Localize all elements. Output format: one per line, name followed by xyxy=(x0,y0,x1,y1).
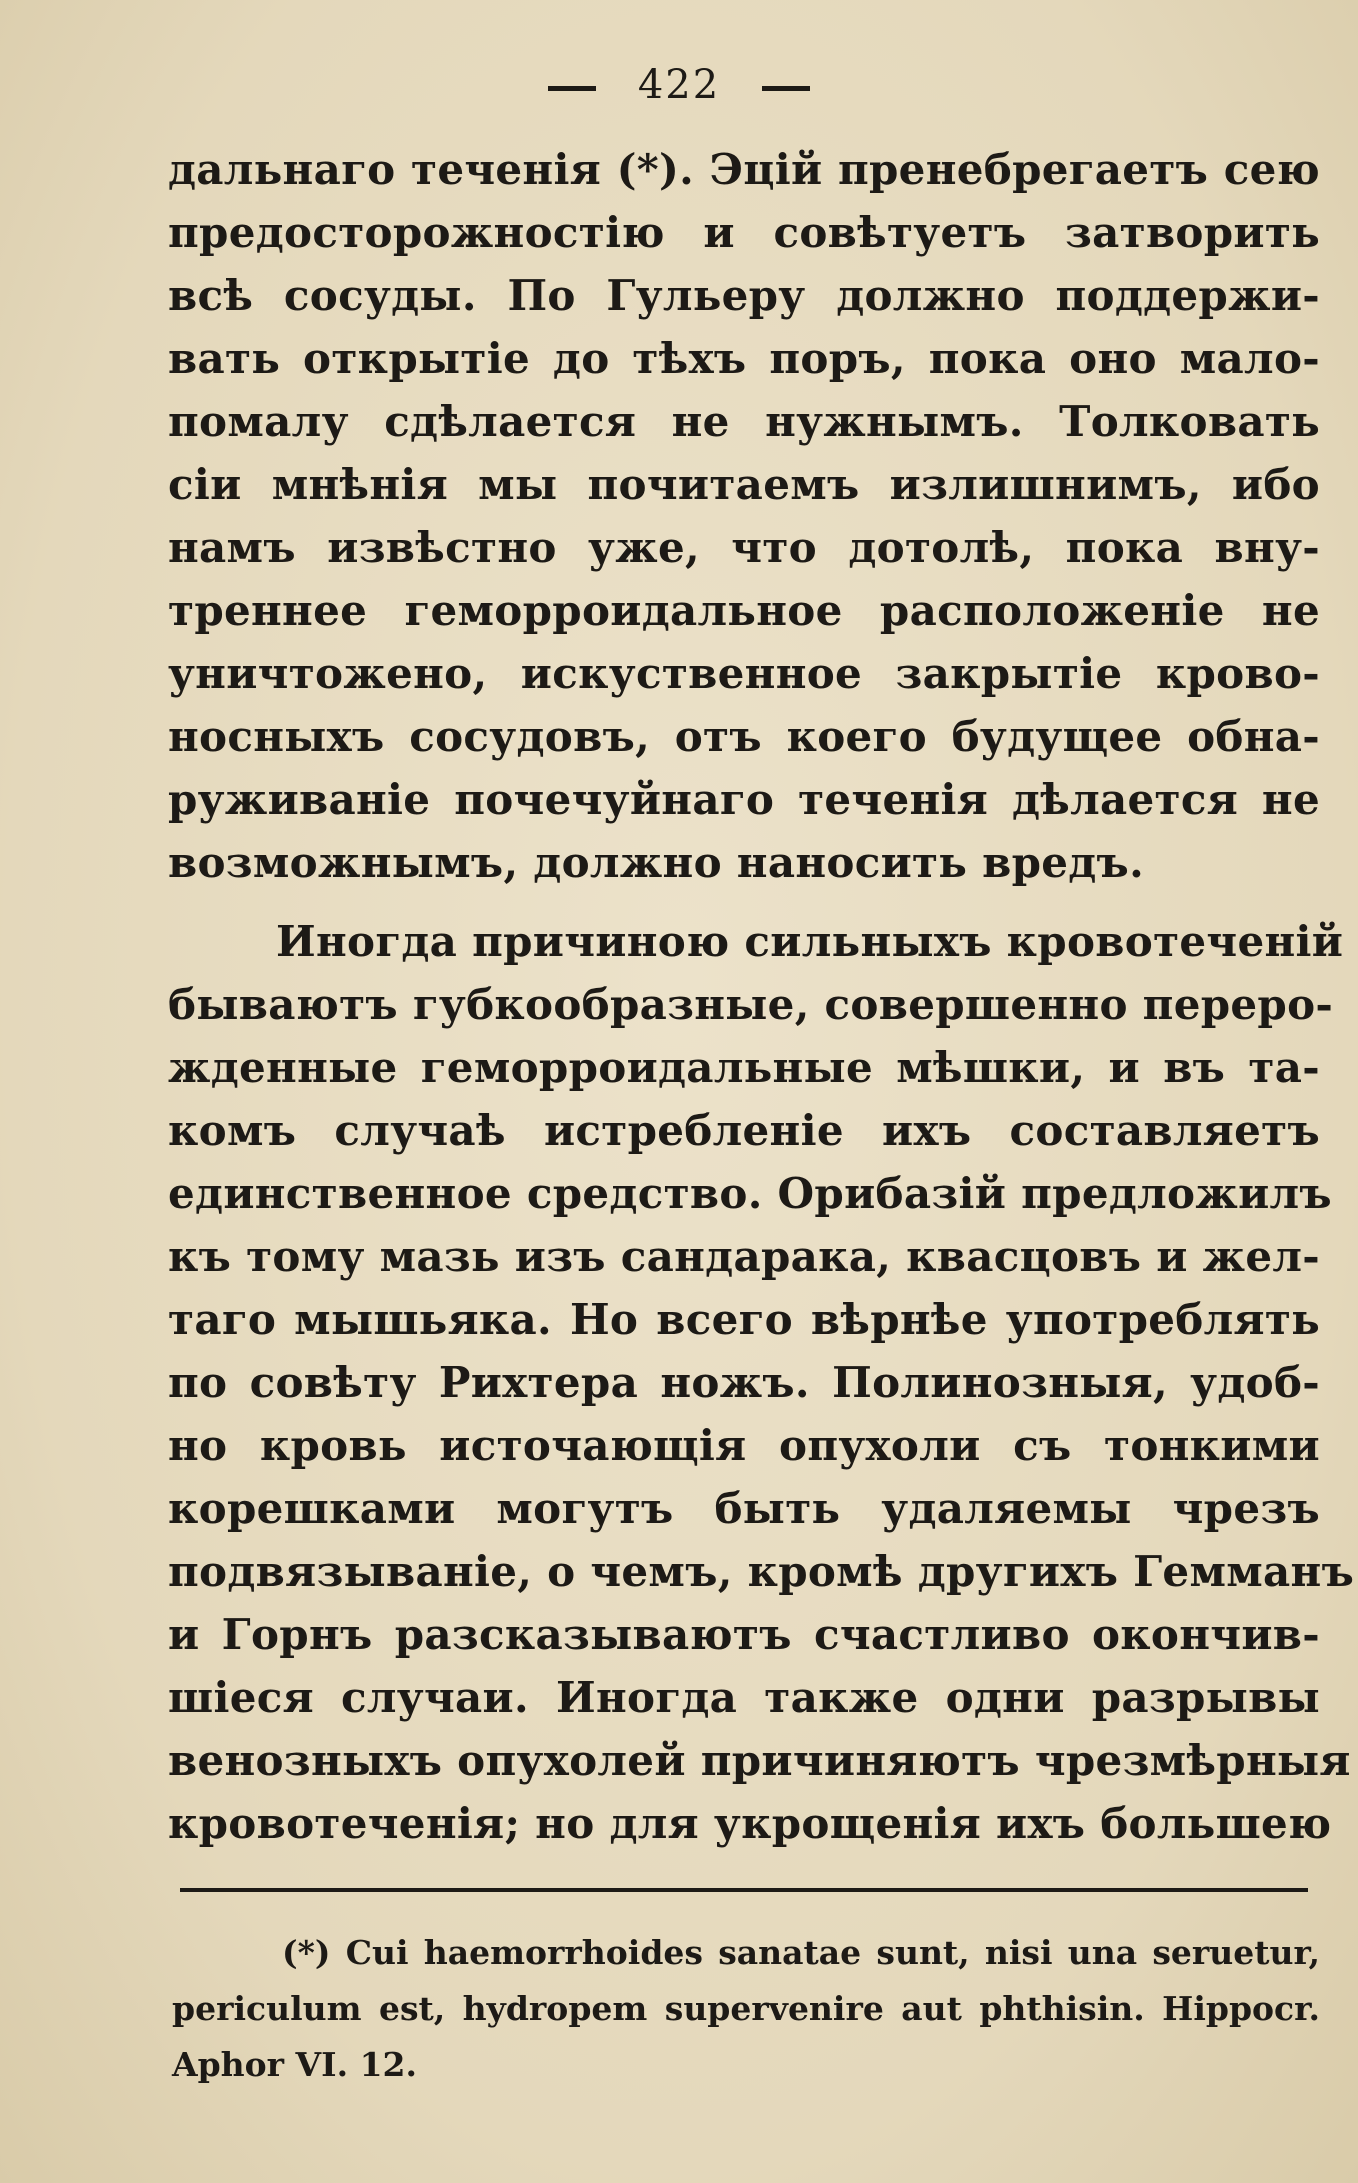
text-line: единственное средство. Орибазій предложилъ xyxy=(168,1169,1332,1218)
text-line: комъ случаѣ истребленіе ихъ составляетъ xyxy=(168,1106,1320,1155)
text-line: венозныхъ опухолей причиняютъ чрезмѣрныя xyxy=(168,1736,1351,1785)
text-line: кровотеченія; но для укрощенія ихъ большею xyxy=(168,1799,1332,1848)
text-line: таго мышьяка. Но всего вѣрнѣе употреблять xyxy=(168,1295,1320,1344)
text-line: намъ извѣстно уже, что дотолѣ, пока вну- xyxy=(168,523,1320,572)
text-line: всѣ сосуды. По Гульеру должно поддержи- xyxy=(168,271,1320,320)
footnote-line: Aphor VI. 12. xyxy=(172,2045,417,2084)
text-line: вать открытіе до тѣхъ поръ, пока оно мало- xyxy=(168,334,1320,383)
left-dash xyxy=(548,86,596,91)
page-number: 422 xyxy=(637,62,721,108)
page-number-header xyxy=(0,62,1358,108)
text-line: Иногда причиною сильныхъ кровотеченій xyxy=(276,917,1344,966)
footnote xyxy=(172,1925,1320,2093)
text-line: шіеся случаи. Иногда также одни разрывы xyxy=(168,1673,1320,1722)
text-line: возможнымъ, должно наносить вредъ. xyxy=(168,838,1144,887)
text-line: къ тому мазь изъ сандарака, квасцовъ и жел- xyxy=(168,1232,1320,1281)
text-line: уничтожено, искуственное закрытіе крово- xyxy=(168,649,1320,698)
footnote-line: periculum est, hydropem supervenire aut phthisin. Hippocr. xyxy=(172,1989,1320,2028)
text-line: носныхъ сосудовъ, отъ коего будущее обна- xyxy=(168,712,1320,761)
text-line: дальнаго теченія (*). Эцій пренебрегаетъ сею xyxy=(168,145,1320,194)
text-line: подвязываніе, о чемъ, кромѣ другихъ Гемманъ xyxy=(168,1547,1355,1596)
text-line: руживаніе почечуйнаго теченія дѣлается не xyxy=(168,775,1320,824)
text-line: бываютъ губкообразные, совершенно переро- xyxy=(168,980,1334,1029)
text-line: помалу сдѣлается не нужнымъ. Толковать xyxy=(168,397,1320,446)
footnote-divider xyxy=(180,1888,1308,1892)
text-line: предосторожностію и совѣтуетъ затворить xyxy=(168,208,1320,257)
text-line: корешками могутъ быть удаляемы чрезъ xyxy=(168,1484,1320,1533)
text-line: по совѣту Рихтера ножъ. Полинозныя, удоб- xyxy=(168,1358,1320,1407)
text-line: сіи мнѣнія мы почитаемъ излишнимъ, ибо xyxy=(168,460,1320,509)
text-line: треннее геморроидальное расположеніе не xyxy=(168,586,1320,635)
text-line: жденные геморроидальные мѣшки, и въ та- xyxy=(168,1043,1320,1092)
paragraph-2 xyxy=(168,910,1355,1855)
right-dash xyxy=(762,86,810,91)
text-line: и Горнъ разсказываютъ счастливо окончив- xyxy=(168,1610,1320,1659)
footnote-line: (*) Cui haemorrhoides sanatae sunt, nisi una seruetur, xyxy=(282,1933,1320,1972)
text-line: но кровь источающія опухоли съ тонкими xyxy=(168,1421,1320,1470)
paragraph-1 xyxy=(168,138,1320,894)
body-text xyxy=(168,138,1355,1855)
